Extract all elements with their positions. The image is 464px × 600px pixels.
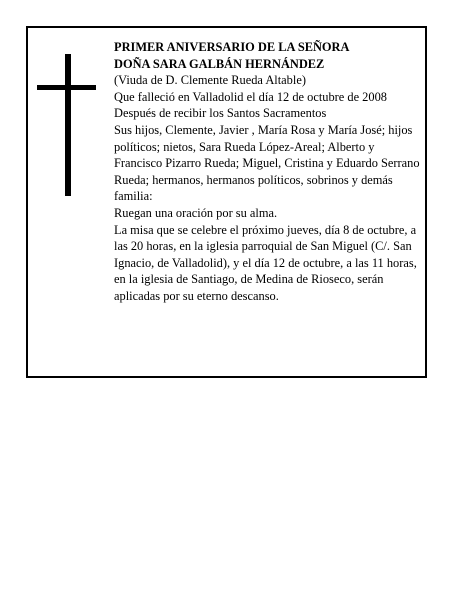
death-line: Que falleció en Valladolid el día 12 de octubre de 2008	[114, 89, 387, 104]
sacraments-line: Después de recibir los Santos Sacramentos	[114, 106, 327, 121]
prayer-request: Ruegan una oración por su alma.	[114, 205, 278, 220]
cross-vertical-bar	[65, 54, 71, 196]
notice-title-line-2: DOÑA SARA GALBÁN HERNÁNDEZ	[114, 56, 325, 71]
notice-body	[114, 39, 424, 305]
family-paragraph: Sus hijos, Clemente, Javier , María Rosa y María José; hijos políticos; nietos, Sara Rueda López-Areal; Alberto y Francisco Pizarro Rueda; Miguel, Cristina y Eduardo Serrano Rueda; hermanos, hermanos políticos, sobrinos y demás familia:	[114, 122, 420, 204]
mass-paragraph: La misa que se celebre el próximo jueves, día 8 de octubre, a las 20 horas, en la iglesia parroquial de San Miguel (C/. San Ignacio, de Valladolid), y el día 12 de octubre, a las 11 horas, en la iglesia de Santiago, de Medina de Rioseco, serán aplicadas por su eterno descanso.	[114, 222, 417, 303]
notice-title-line-1: PRIMER ANIVERSARIO DE LA SEÑORA	[114, 40, 350, 54]
cross-horizontal-bar	[37, 85, 96, 90]
widow-note: (Viuda de D. Clemente Rueda Altable)	[114, 73, 306, 88]
